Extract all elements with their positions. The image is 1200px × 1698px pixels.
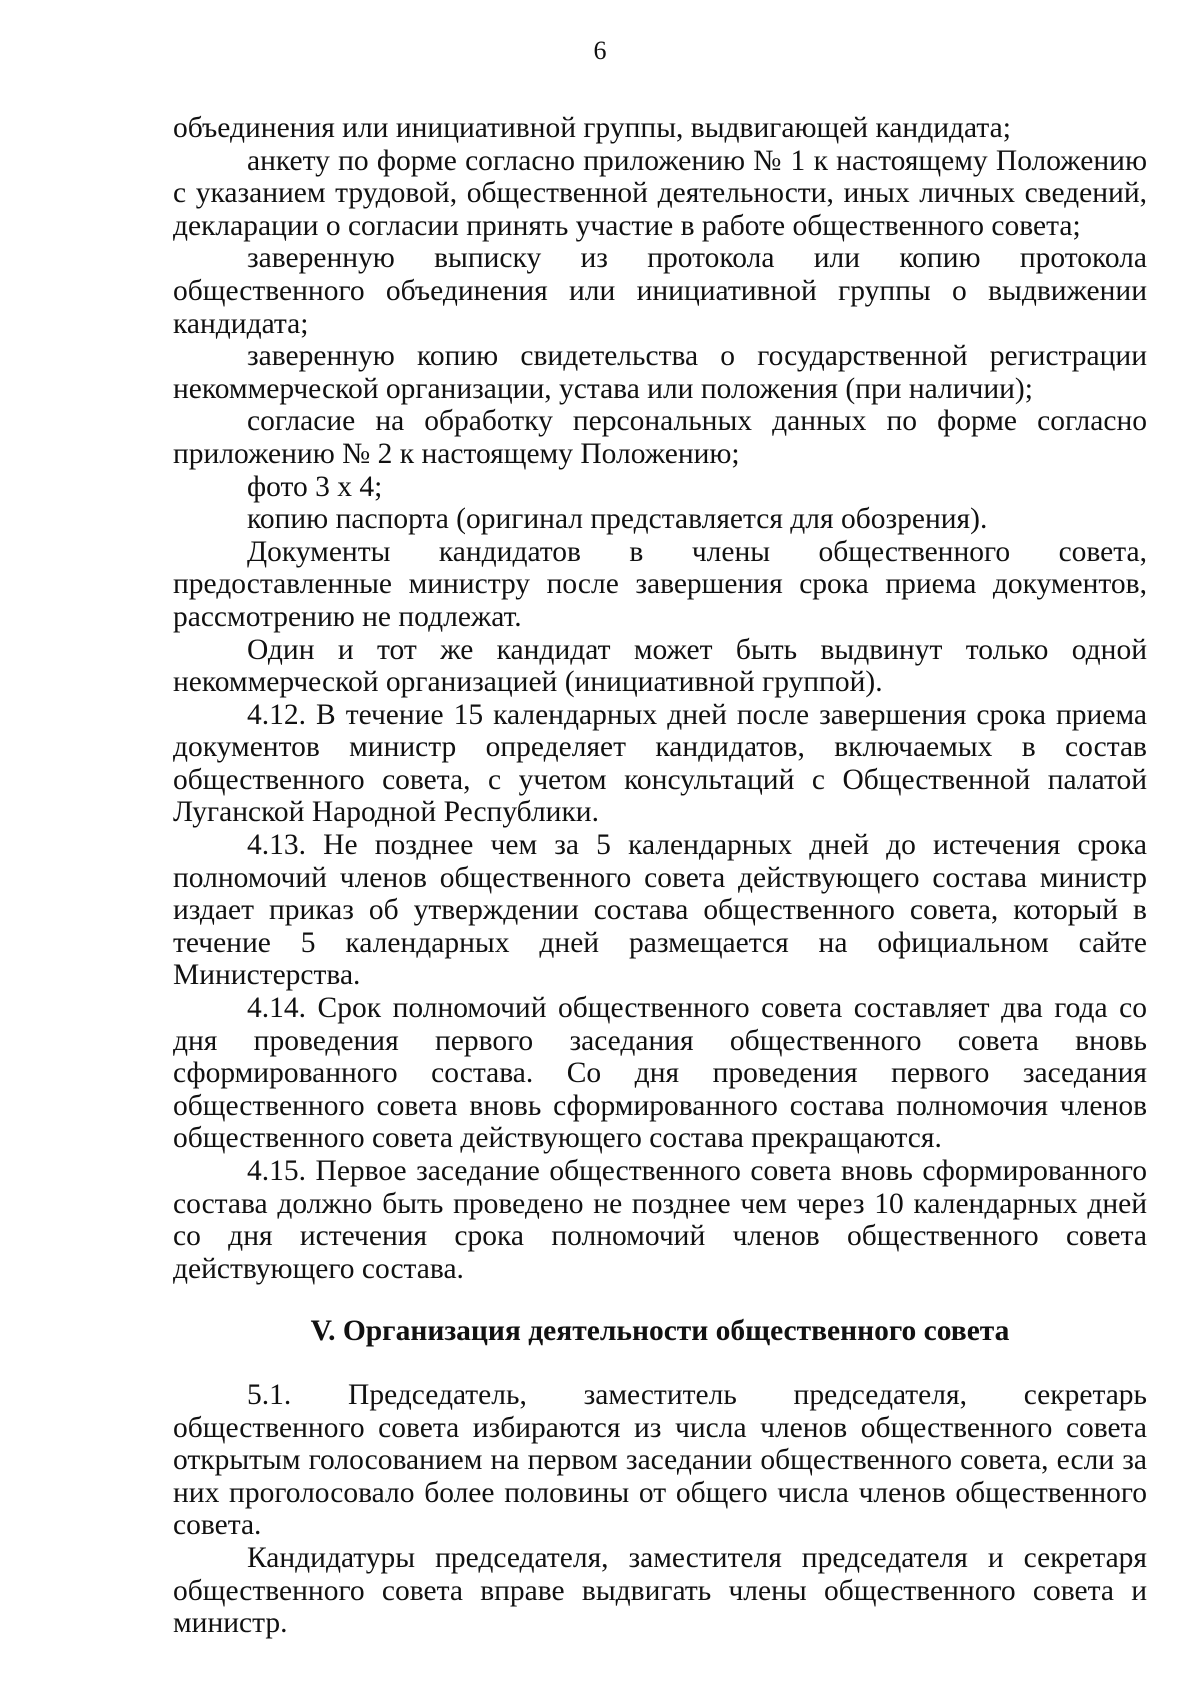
paragraph: заверенную выписку из протокола или копию протокола общественного объединения или инициативной группы о выдвижении кандидата; bbox=[173, 242, 1147, 340]
paragraph: Один и тот же кандидат может быть выдвинут только одной некоммерческой организацией (инициативной группой). bbox=[173, 633, 1147, 699]
paragraph: 5.1. Председатель, заместитель председателя, секретарь общественного совета избираются из числа членов общественного совета открытым голосованием на первом заседании общественного совета, если за них проголосовало более половины от общего числа членов общественного совета. bbox=[173, 1378, 1147, 1542]
paragraph: Кандидатуры председателя, заместителя председателя и секретаря общественного совета вправе выдвигать члены общественного совета и министр. bbox=[173, 1541, 1147, 1640]
paragraph: Документы кандидатов в члены общественного совета, предоставленные министру после завершения срока приема документов, рассмотрению не подлежат. bbox=[173, 535, 1147, 633]
section-heading: V. Организация деятельности общественного совета bbox=[310, 1315, 1010, 1348]
paragraph: 4.13. Не позднее чем за 5 календарных дней до истечения срока полномочий членов общественного совета действующего состава министр издает приказ об утверждении состава общественного совета, который в течение 5 календарных дней размещается на официальном сайте Министерства. bbox=[173, 829, 1147, 992]
paragraph: 4.12. В течение 15 календарных дней после завершения срока приема документов министр определяет кандидатов, включаемых в состав общественного совета, с учетом консультаций с Общественной палатой Луганской Народной Республики. bbox=[173, 698, 1147, 829]
paragraph: заверенную копию свидетельства о государственной регистрации некоммерческой организации, устава или положения (при наличии); bbox=[173, 340, 1147, 405]
page-number: 6 bbox=[593, 36, 607, 65]
paragraphs-before-heading bbox=[173, 112, 1147, 1285]
paragraph: 4.15. Первое заседание общественного совета вновь сформированного состава должно быть проведено не позднее чем через 10 календарных дней со дня истечения срока полномочий членов общественного совета действующего состава. bbox=[173, 1155, 1147, 1285]
paragraph: анкету по форме согласно приложению № 1 к настоящему Положению с указанием трудовой, общественной деятельности, иных личных сведений, декларации о согласии принять участие в работе общественного совета; bbox=[173, 144, 1147, 242]
document-body bbox=[173, 112, 1147, 1640]
paragraphs-after-heading bbox=[173, 1379, 1147, 1640]
paragraph: копию паспорта (оригинал представляется для обозрения). bbox=[247, 503, 988, 536]
paragraph: согласие на обработку персональных данных по форме согласно приложению № 2 к настоящему Положению; bbox=[173, 405, 1147, 470]
paragraph: 4.14. Срок полномочий общественного совета составляет два года со дня проведения первого заседания общественного совета вновь сформированного состава. Со дня проведения первого заседания общественного совета вновь сформированного состава полномочия членов общественного совета действующего состава прекращаются. bbox=[173, 992, 1147, 1155]
paragraph: объединения или инициативной группы, выдвигающей кандидата; bbox=[173, 112, 1011, 144]
paragraph: фото 3 х 4; bbox=[247, 470, 383, 503]
